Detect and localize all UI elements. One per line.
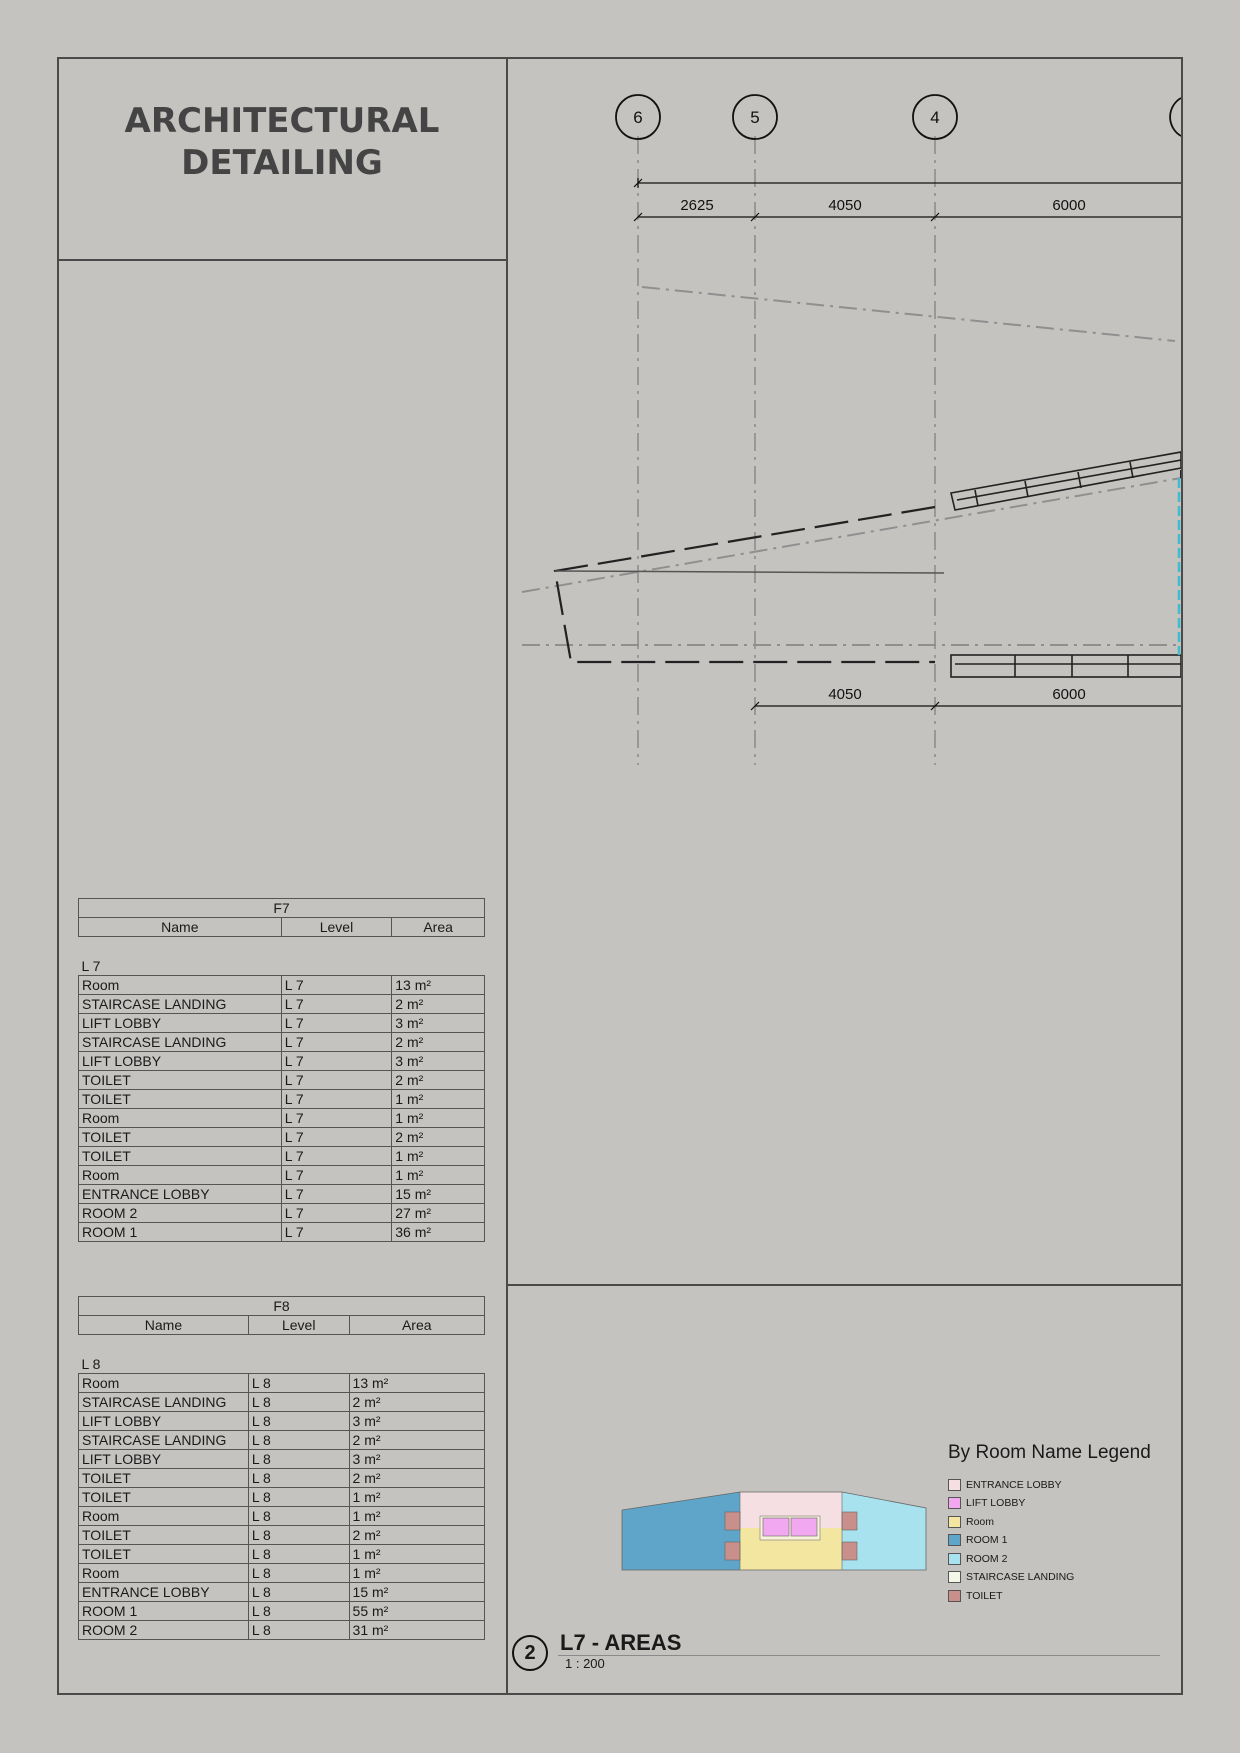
schedule-f7-cell-level: L 7 [281, 1109, 392, 1128]
schedule-f7-header-name: Name [79, 918, 282, 937]
legend-item-room-2 [948, 1552, 1007, 1566]
schedule-f8-row[interactable] [79, 1526, 485, 1545]
schedule-f8-cell-name: Room [79, 1374, 249, 1393]
schedule-f7-cell-name: STAIRCASE LANDING [79, 1033, 282, 1052]
schedule-f8-cell-level: L 8 [248, 1621, 349, 1640]
schedule-f8-header-area: Area [349, 1316, 484, 1335]
view-scale: 1 : 200 [565, 1656, 605, 1671]
view-title-underline [558, 1655, 1160, 1656]
schedule-f7-cell-area: 1 m² [392, 1147, 485, 1166]
schedule-f8-cell-name: TOILET [79, 1545, 249, 1564]
schedule-f7-cell-name: TOILET [79, 1071, 282, 1090]
schedule-f7-rows [79, 976, 485, 1242]
legend-label-room-1: ROOM 1 [966, 1534, 1008, 1546]
schedule-f8-cell-name: TOILET [79, 1469, 249, 1488]
schedule-f8-cell-level: L 8 [248, 1374, 349, 1393]
schedule-f8-row[interactable] [79, 1374, 485, 1393]
schedule-f8-cell-level: L 8 [248, 1450, 349, 1469]
legend-item-staircase-landing [948, 1570, 1074, 1584]
legend-label-entrance-lobby: ENTRANCE LOBBY [966, 1479, 1062, 1491]
key-plan-toilet-a [725, 1512, 740, 1530]
schedule-f7-cell-area: 36 m² [392, 1223, 485, 1242]
key-plan-toilet-d [842, 1542, 857, 1560]
reference-line-upper [642, 287, 1175, 341]
schedule-f7-cell-area: 2 m² [392, 1033, 485, 1052]
schedule-f7-cell-area: 2 m² [392, 995, 485, 1014]
schedule-f7-cell-area: 1 m² [392, 1090, 485, 1109]
schedule-f7-cell-level: L 7 [281, 1014, 392, 1033]
key-plan-toilet-b [725, 1542, 740, 1560]
schedule-f8-cell-level: L 8 [248, 1469, 349, 1488]
legend-item-room-1 [948, 1533, 1007, 1547]
schedule-f8-row[interactable] [79, 1469, 485, 1488]
schedule-f7-row[interactable] [79, 1090, 485, 1109]
schedule-f8-cell-area: 1 m² [349, 1545, 484, 1564]
schedule-f8-row[interactable] [79, 1602, 485, 1621]
schedule-f8-cell-name: LIFT LOBBY [79, 1450, 249, 1469]
schedule-f7-cell-level: L 7 [281, 1204, 392, 1223]
legend-swatch-room-2 [948, 1553, 961, 1565]
schedule-f8-cell-level: L 8 [248, 1393, 349, 1412]
schedule-f8-header-name: Name [79, 1316, 249, 1335]
schedule-f7-cell-level: L 7 [281, 1223, 392, 1242]
schedule-f8-cell-area: 3 m² [349, 1450, 484, 1469]
schedule-f7-cell-area: 2 m² [392, 1071, 485, 1090]
schedule-f8-cell-name: STAIRCASE LANDING [79, 1431, 249, 1450]
schedule-f7-cell-level: L 7 [281, 995, 392, 1014]
schedule-f8-cell-area: 3 m² [349, 1412, 484, 1431]
dimension-top-4050: 4050 [828, 197, 862, 214]
schedule-f8-row[interactable] [79, 1488, 485, 1507]
schedule-f8-cell-level: L 8 [248, 1564, 349, 1583]
schedule-f7-header-level: Level [281, 918, 392, 937]
schedule-f7-cell-name: ROOM 1 [79, 1223, 282, 1242]
title-block-divider [57, 259, 507, 261]
schedule-f7-cell-name: LIFT LOBBY [79, 1014, 282, 1033]
schedule-f7-cell-area: 15 m² [392, 1185, 485, 1204]
schedule-f7-cell-level: L 7 [281, 1185, 392, 1204]
legend-item-room [948, 1515, 994, 1529]
schedule-f7-cell-level: L 7 [281, 1090, 392, 1109]
schedule-f8-row[interactable] [79, 1507, 485, 1526]
schedule-f7-cell-name: ENTRANCE LOBBY [79, 1185, 282, 1204]
schedule-f7-cell-name: LIFT LOBBY [79, 1052, 282, 1071]
legend-swatch-staircase-landing [948, 1571, 961, 1583]
schedule-f8-cell-area: 13 m² [349, 1374, 484, 1393]
legend-title: By Room Name Legend [948, 1442, 1151, 1463]
schedule-f7-cell-name: Room [79, 976, 282, 995]
legend-item-lift-lobby [948, 1496, 1025, 1510]
dimension-bottom-4050: 4050 [828, 686, 862, 703]
schedule-f8-cell-name: TOILET [79, 1488, 249, 1507]
view-title[interactable]: L7 - AREAS [560, 1630, 682, 1655]
grid-label-4: 4 [930, 108, 940, 127]
schedule-f8-cell-area: 55 m² [349, 1602, 484, 1621]
schedule-f8-cell-level: L 8 [248, 1507, 349, 1526]
sheet-title [57, 100, 507, 184]
schedule-f7-row[interactable] [79, 1166, 485, 1185]
schedule-f7-cell-name: TOILET [79, 1147, 282, 1166]
key-plan-thumbnail [620, 1478, 932, 1574]
schedule-f7-cell-name: ROOM 2 [79, 1204, 282, 1223]
key-plan-lift-lobby-b [791, 1518, 817, 1536]
schedule-f7-row[interactable] [79, 1071, 485, 1090]
legend-swatch-lift-lobby [948, 1497, 961, 1509]
legend-label-lift-lobby: LIFT LOBBY [966, 1497, 1026, 1509]
legend-label-staircase-landing: STAIRCASE LANDING [966, 1571, 1075, 1583]
schedule-f8-cell-area: 1 m² [349, 1507, 484, 1526]
legend-swatch-room-1 [948, 1534, 961, 1546]
schedule-f7-cell-area: 13 m² [392, 976, 485, 995]
schedule-f8-row[interactable] [79, 1545, 485, 1564]
schedule-f7-row[interactable] [79, 1109, 485, 1128]
schedule-f7[interactable] [78, 898, 485, 1242]
key-plan-toilet-c [842, 1512, 857, 1530]
schedule-f8-row[interactable] [79, 1583, 485, 1602]
schedule-f7-row[interactable] [79, 1052, 485, 1071]
schedule-f7-cell-name: Room [79, 1166, 282, 1185]
schedule-f8-caption: F8 [79, 1297, 485, 1316]
schedule-f7-cell-level: L 7 [281, 1147, 392, 1166]
schedule-f7-row[interactable] [79, 1204, 485, 1223]
schedule-f8-cell-level: L 8 [248, 1526, 349, 1545]
sheet-title-line2: DETAILING [181, 143, 383, 183]
legend-label-toilet: TOILET [966, 1590, 1003, 1602]
lower-wall [951, 655, 1181, 677]
schedule-f8-cell-area: 2 m² [349, 1431, 484, 1450]
schedule-f7-cell-level: L 7 [281, 1052, 392, 1071]
schedule-f8-cell-name: ENTRANCE LOBBY [79, 1583, 249, 1602]
dimension-top-2625: 2625 [680, 197, 714, 214]
schedule-f7-cell-name: STAIRCASE LANDING [79, 995, 282, 1014]
legend-label-room-2: ROOM 2 [966, 1553, 1008, 1565]
dimension-bottom-6000: 6000 [1052, 686, 1086, 703]
legend-item-entrance-lobby [948, 1478, 1062, 1492]
schedule-f7-row[interactable] [79, 1223, 485, 1242]
schedule-f8-row[interactable] [79, 1412, 485, 1431]
schedule-f7-group: L 7 [81, 958, 101, 974]
schedule-f7-row[interactable] [79, 1033, 485, 1052]
floor-plan-drawing[interactable] [507, 59, 1181, 1283]
schedule-f8-cell-area: 1 m² [349, 1564, 484, 1583]
schedule-f8-cell-level: L 8 [248, 1412, 349, 1431]
schedule-f8-cell-name: Room [79, 1507, 249, 1526]
schedule-f8-cell-area: 15 m² [349, 1583, 484, 1602]
schedule-f8-cell-level: L 8 [248, 1431, 349, 1450]
schedule-f8-cell-name: LIFT LOBBY [79, 1412, 249, 1431]
schedule-f7-cell-level: L 7 [281, 976, 392, 995]
schedule-f8-cell-name: Room [79, 1564, 249, 1583]
sheet-title-line1: ARCHITECTURAL [124, 101, 440, 141]
legend-swatch-room [948, 1516, 961, 1528]
schedule-f7-cell-level: L 7 [281, 1033, 392, 1052]
schedule-f7-cell-area: 3 m² [392, 1014, 485, 1033]
key-plan-room-1 [622, 1492, 740, 1570]
view-number-bubble: 2 [512, 1635, 548, 1671]
dimension-top-6000: 6000 [1052, 197, 1086, 214]
schedule-f7-cell-name: TOILET [79, 1128, 282, 1147]
grid-label-6: 6 [633, 108, 643, 127]
schedule-f8[interactable] [78, 1296, 485, 1640]
grid-label-5: 5 [750, 108, 760, 127]
schedule-f7-cell-area: 1 m² [392, 1109, 485, 1128]
schedule-f8-cell-name: ROOM 1 [79, 1602, 249, 1621]
upper-sloped-wall [951, 452, 1181, 510]
reference-line-diagonal [522, 478, 1181, 592]
schedule-f7-cell-level: L 7 [281, 1071, 392, 1090]
schedule-f8-cell-level: L 8 [248, 1545, 349, 1564]
key-plan-lift-lobby-a [763, 1518, 789, 1536]
schedule-f7-row[interactable] [79, 995, 485, 1014]
schedule-f7-row[interactable] [79, 1128, 485, 1147]
schedule-f7-row[interactable] [79, 1147, 485, 1166]
legend-swatch-entrance-lobby [948, 1479, 961, 1491]
schedule-f8-group: L 8 [81, 1356, 101, 1372]
schedule-f7-header-area: Area [392, 918, 485, 937]
schedule-f7-cell-area: 27 m² [392, 1204, 485, 1223]
schedule-f7-cell-level: L 7 [281, 1128, 392, 1147]
schedule-f7-row[interactable] [79, 976, 485, 995]
schedule-f8-cell-area: 31 m² [349, 1621, 484, 1640]
legend-item-toilet [948, 1589, 1003, 1603]
schedule-f8-cell-area: 2 m² [349, 1526, 484, 1545]
legend-label-room: Room [966, 1516, 995, 1528]
schedule-f8-header-level: Level [248, 1316, 349, 1335]
schedule-f8-rows [79, 1374, 485, 1640]
schedule-f8-cell-name: STAIRCASE LANDING [79, 1393, 249, 1412]
schedule-f7-cell-name: Room [79, 1109, 282, 1128]
grid-bubble-partial [1170, 98, 1181, 136]
slab-edge-line [555, 571, 944, 573]
schedule-f8-row[interactable] [79, 1431, 485, 1450]
schedule-f8-row[interactable] [79, 1621, 485, 1640]
schedule-f7-cell-area: 2 m² [392, 1128, 485, 1147]
schedule-f8-cell-area: 1 m² [349, 1488, 484, 1507]
schedule-f8-cell-level: L 8 [248, 1488, 349, 1507]
legend-swatch-toilet [948, 1590, 961, 1602]
schedule-f8-cell-area: 2 m² [349, 1393, 484, 1412]
schedule-f8-cell-area: 2 m² [349, 1469, 484, 1488]
wall-outline-dashed [555, 507, 935, 662]
schedule-f8-row[interactable] [79, 1450, 485, 1469]
schedule-f8-row[interactable] [79, 1393, 485, 1412]
schedule-f7-cell-area: 3 m² [392, 1052, 485, 1071]
schedule-f8-cell-name: TOILET [79, 1526, 249, 1545]
schedule-f7-caption: F7 [79, 899, 485, 918]
schedule-f7-cell-name: TOILET [79, 1090, 282, 1109]
legend-divider [506, 1284, 1183, 1286]
schedule-f7-cell-area: 1 m² [392, 1166, 485, 1185]
schedule-f8-cell-name: ROOM 2 [79, 1621, 249, 1640]
schedule-f7-cell-level: L 7 [281, 1166, 392, 1185]
schedule-f8-cell-level: L 8 [248, 1602, 349, 1621]
schedule-f8-row[interactable] [79, 1564, 485, 1583]
schedule-f7-row[interactable] [79, 1185, 485, 1204]
schedule-f7-row[interactable] [79, 1014, 485, 1033]
schedule-f8-cell-level: L 8 [248, 1583, 349, 1602]
